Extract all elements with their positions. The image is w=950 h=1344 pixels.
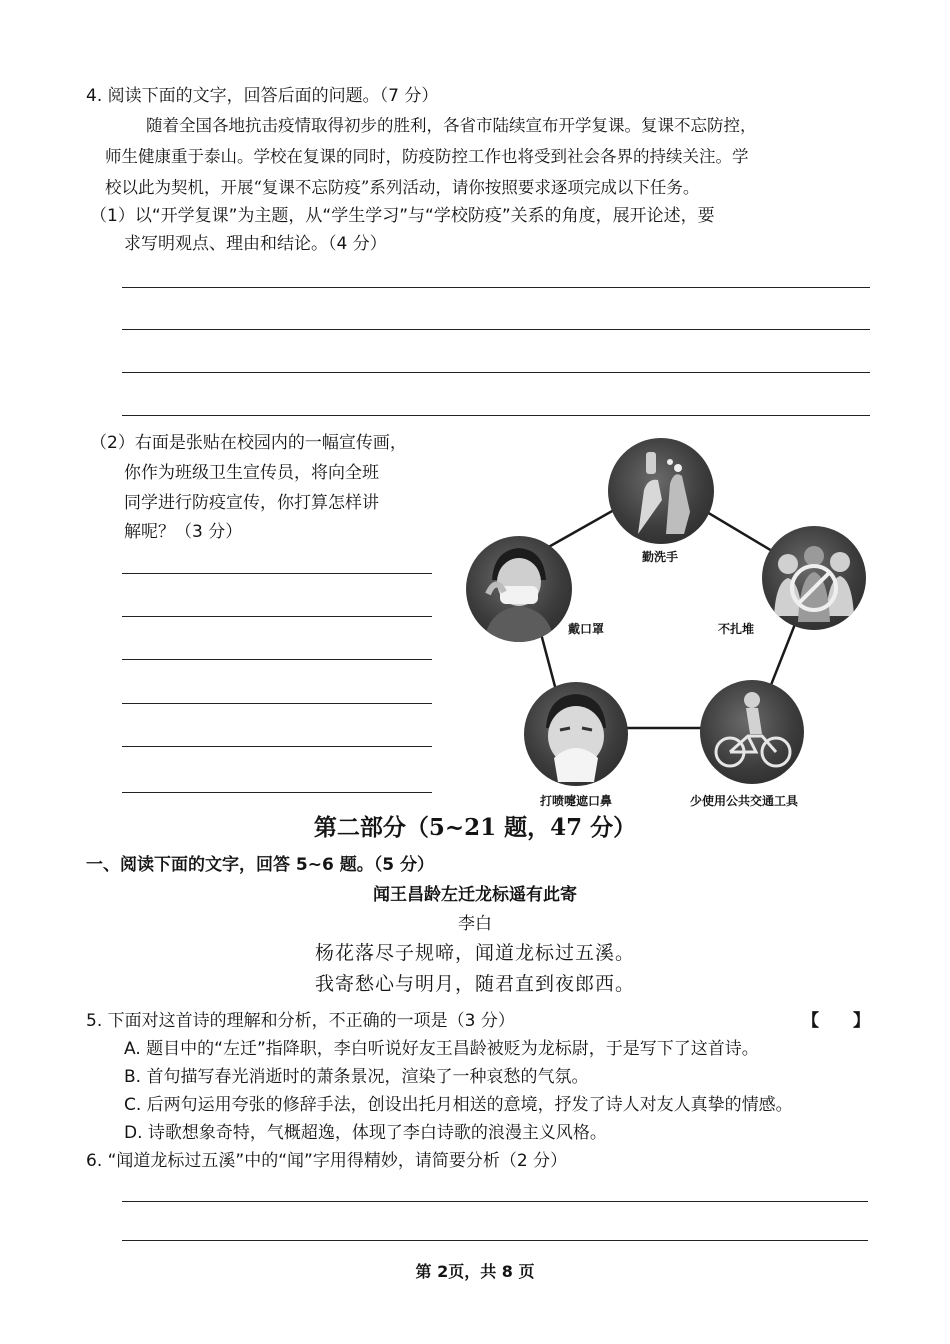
no-crowd-circle [762,526,866,630]
q4-part1-line-2: 求写明观点、理由和结论。（4 分） [124,234,387,254]
sneeze-cover-circle [524,682,628,786]
answer-line[interactable] [122,573,432,574]
answer-line[interactable] [122,703,432,704]
poem-author: 李白 [458,914,492,934]
q5-option-a: A. 题目中的“左迁”指降职，李白听说好友王昌龄被贬为龙标尉，于是写下了这首诗。 [124,1039,759,1059]
bicycle-icon [700,680,804,784]
poem-line-1: 杨花落尽子规啼，闻道龙标过五溪。 [314,942,635,964]
q4-passage-line-3: 校以此为契机，开展“复课不忘防疫”系列活动，请你按照要求逐项完成以下任务。 [105,178,700,197]
q4-passage-line-2: 师生健康重于泰山。学校在复课的同时，防疫防控工作也将受到社会各界的持续关注。学 [105,147,749,166]
q5-option-b: B. 首句描写春光消逝时的萧条景况，渲染了一种哀愁的气氛。 [124,1067,589,1087]
poem-line-2: 我寄愁心与明月，随君直到夜郎西。 [314,973,635,995]
q5-option-c: C. 后两句运用夸张的修辞手法，创设出托月相送的意境，抒发了诗人对友人真挚的情感。 [124,1095,793,1115]
answer-line[interactable] [122,746,432,747]
q4-part2-line-2: 你作为班级卫生宣传员，将向全班 [124,463,379,483]
face-mask-icon [466,536,572,642]
page-footer: 第 2页，共 8 页 [415,1262,535,1281]
section-one-heading: 一、阅读下面的文字，回答 5~6 题。（5 分） [86,855,434,875]
q5-answer-bracket[interactable]: 【 】 [802,1011,870,1031]
q4-heading: 4. 阅读下面的文字，回答后面的问题。（7 分） [86,86,439,106]
q6-stem: 6. “闻道龙标过五溪”中的“闻”字用得精妙，请简要分析（2 分） [86,1151,568,1171]
poster-label-cover-sneeze: 打喷嚏遮口鼻 [539,794,613,808]
answer-line[interactable] [122,287,870,288]
q4-part2-line-1: （2）右面是张贴在校园内的一幅宣传画， [90,433,407,453]
poster-label-wash-hands: 勤洗手 [641,550,679,564]
q4-part2-line-3: 同学进行防疫宣传，你打算怎样讲 [124,493,379,513]
face-mask-circle [466,536,572,642]
answer-line[interactable] [122,1240,868,1241]
q5-option-d: D. 诗歌想象奇特，气概超逸，体现了李白诗歌的浪漫主义风格。 [124,1123,607,1143]
q4-part2-line-4: 解呢？（3 分） [124,522,243,542]
answer-line[interactable] [122,792,432,793]
bicycle-circle [700,680,804,784]
poster-label-no-crowd: 不扎堆 [717,622,755,636]
poem-title: 闻王昌龄左迁龙标遥有此寄 [373,885,577,905]
hand-washing-circle [608,438,714,544]
answer-line[interactable] [122,415,870,416]
epidemic-prevention-poster [462,436,866,812]
answer-line[interactable] [122,659,432,660]
q4-part1-line-1: （1）以“开学复课”为主题，从“学生学习”与“学校防疫”关系的角度，展开论述，要 [90,206,715,226]
sneeze-cover-icon [524,682,628,786]
q4-passage-line-1: 随着全国各地抗击疫情取得初步的胜利，各省市陆续宣布开学复课。复课不忘防控， [146,116,757,135]
answer-line[interactable] [122,329,870,330]
q5-stem: 5. 下面对这首诗的理解和分析，不正确的一项是（3 分） [86,1011,515,1031]
answer-line[interactable] [122,1201,868,1202]
part-two-title: 第二部分（5~21 题，47 分） [313,814,637,841]
poster-label-wear-mask: 戴口罩 [567,622,605,636]
no-crowd-icon [762,526,866,630]
poster-label-less-public-transport: 少使用公共交通工具 [689,794,799,808]
hand-washing-icon [608,438,714,544]
answer-line[interactable] [122,616,432,617]
answer-line[interactable] [122,372,870,373]
